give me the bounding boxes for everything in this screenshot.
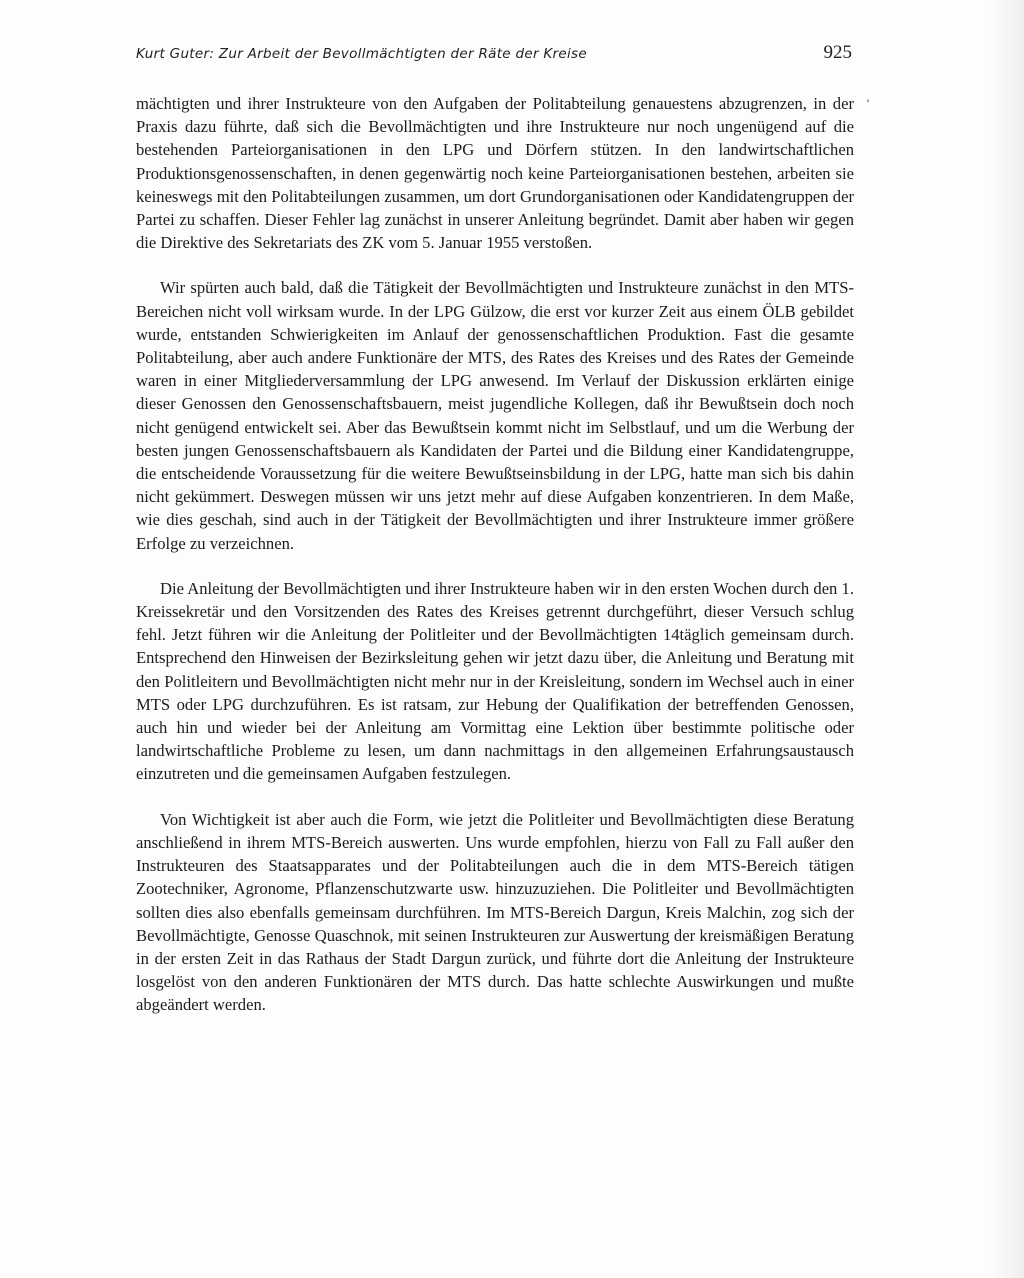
page-number: 925 <box>823 42 852 63</box>
paragraph: Die Anleitung der Bevollmächtigten und ihrer Instrukteure haben wir in den ersten Wochen durch den 1. Kreissekretär und den Vorsitzenden des Rates des Kreises getrennt durchgeführt, dieser Versuch schlug fehl. Jetzt führen wir die Anleitung der Politleiter und der Bevollmächtigten 14täglich gemeinsam durch. Entsprechend den Hinweisen der Bezirksleitung gehen wir jetzt dazu über, die Anleitung und Beratung mit den Politleitern und Bevollmächtigten nicht mehr nur in der Kreisleitung, sondern im Wechsel auch in einer MTS oder LPG durchzuführen. Es ist ratsam, zur Hebung der Qualifikation der betreffenden Genossen, auch hin und wieder bei der Anleitung am Vormittag eine Lektion über bestimmte politische oder landwirtschaftliche Probleme zu lesen, um dann nachmittags in den allgemeinen Erfahrungsaustausch einzutreten und die gemeinsamen Aufgaben festzulegen. <box>136 578 854 784</box>
body-text <box>136 92 854 1039</box>
paragraph-continued: mächtigten und ihrer Instrukteure von den Aufgaben der Politabteilung genauestens abzugrenzen, in der Praxis dazu führte, daß sich die Bevollmächtigten und ihre Instrukteure nur noch ungenügend auf die bestehenden Parteiorganisationen in den LPG und Dörfern stützen. In den landwirtschaftlichen Produktionsgenossenschaften, in denen gegenwärtig noch keine Parteiorganisationen bestehen, arbeiten sie keineswegs mit den Politabteilungen zusammen, um dort Grundorganisationen oder Kandidatengruppen der Partei zu schaffen. Dieser Fehler lag zunächst in unserer Anleitung begründet. Damit aber haben wir gegen die Direktive des Sekretariats des ZK vom 5. Januar 1955 verstoßen. <box>136 94 854 253</box>
paragraph: Wir spürten auch bald, daß die Tätigkeit der Bevollmächtigten und Instrukteure zunächst in den MTS-Bereichen nicht voll wirksam wurde. In der LPG Gülzow, die erst vor kurzer Zeit aus einem ÖLB gebildet wurde, entstanden Schwierigkeiten im Anlauf der genossenschaftlichen Produktion. Fast die gesamte Politabteilung, aber auch andere Funktionäre der MTS, des Rates des Kreises und des Rates der Gemeinde waren in einer Mitgliederversammlung der LPG anwesend. Im Verlauf der Diskussion erklärten einige dieser Genossen den Genossenschaftsbauern, meist jugendliche Kollegen, daß ihr Bewußtsein doch noch nicht genügend entwickelt sei. Aber das Bewußtsein kommt nicht im Selbstlauf, und um die Werbung der besten jungen Genossenschaftsbauern als Kandidaten der Partei und die Bildung einer Kandidatengruppe, die entscheidende Voraussetzung für die weitere Bewußtseinsbildung in der LPG, hatte man sich bis dahin nicht gekümmert. Deswegen müssen wir uns jetzt mehr auf diese Aufgaben konzentrieren. In dem Maße, wie dies geschah, sind auch in der Tätigkeit der Bevollmächtigten und ihrer Instrukteure immer größere Erfolge zu verzeichnen. <box>136 278 854 553</box>
running-title: Kurt Guter: Zur Arbeit der Bevollmächtigten der Räte der Kreise <box>136 46 587 62</box>
paragraph: Von Wichtigkeit ist aber auch die Form, wie jetzt die Politleiter und Bevollmächtigten diese Beratung anschließend in ihrem MTS-Bereich auswerten. Uns wurde empfohlen, hierzu von Fall zu Fall außer den Instrukteuren des Staatsapparates und der Politabteilungen auch die in dem MTS-Bereich tätigen Zootechniker, Agronome, Pflanzenschutzwarte usw. hinzuzuziehen. Die Politleiter und Bevollmächtigten sollten dies also ebenfalls gemeinsam durchführen. Im MTS-Bereich Dargun, Kreis Malchin, zog sich der Bevollmächtigte, Genosse Quaschnok, mit seinen Instrukteuren zur Auswertung der kreismäßigen Beratung in der ersten Zeit in das Rathaus der Stadt Dargun zurück, und führte dort die Anleitung der Instrukteure losgelöst von den anderen Funktionären der MTS durch. Das hatte schlechte Auswirkungen und mußte abgeändert werden. <box>136 809 854 1015</box>
margin-mark: ‘ <box>866 96 870 110</box>
page-edge-shadow <box>988 0 1024 1278</box>
running-head <box>136 42 852 68</box>
